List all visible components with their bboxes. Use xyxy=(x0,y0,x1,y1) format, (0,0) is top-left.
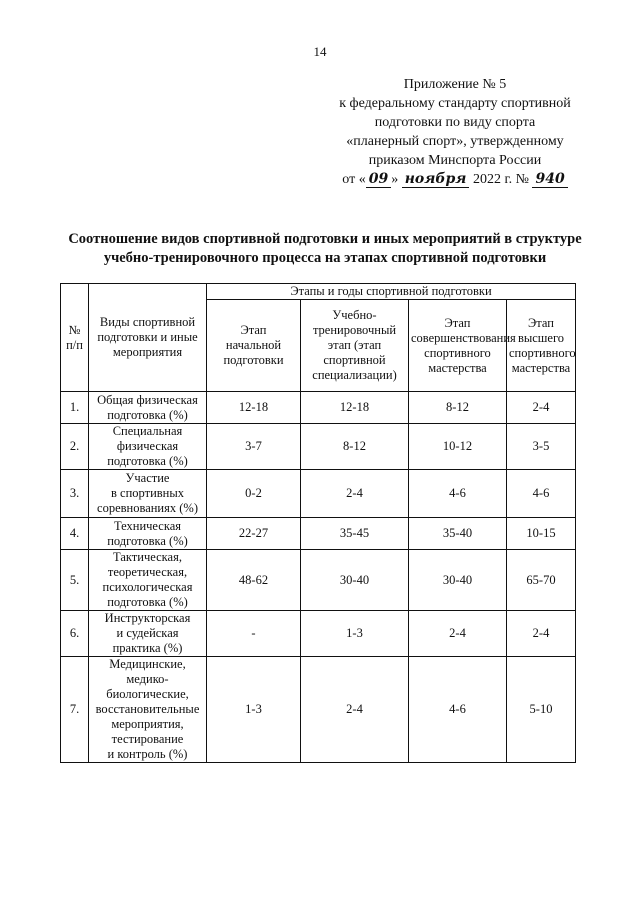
row-value-stage-1: - xyxy=(207,611,301,657)
row-value-stage-1: 12-18 xyxy=(207,392,301,424)
row-value-stage-1: 0-2 xyxy=(207,470,301,518)
row-value-stage-2: 12-18 xyxy=(301,392,409,424)
row-num: 7. xyxy=(61,657,89,763)
row-value-stage-4: 10-15 xyxy=(507,518,576,550)
header-stage-1: Этап начальной подготовки xyxy=(207,300,301,392)
header-stages-group: Этапы и годы спортивной подготовки xyxy=(207,284,576,300)
row-value-stage-1: 48-62 xyxy=(207,550,301,611)
row-value-stage-1: 3-7 xyxy=(207,424,301,470)
appendix-line-5: приказом Минспорта России xyxy=(368,153,542,168)
appendix-line-4: «планерный спорт», утвержденному xyxy=(346,134,564,149)
row-name: Специальная физическая подготовка (%) xyxy=(89,424,207,470)
row-num: 5. xyxy=(61,550,89,611)
row-name: Участие в спортивных соревнованиях (%) xyxy=(89,470,207,518)
row-value-stage-4: 5-10 xyxy=(507,657,576,763)
row-value-stage-3: 10-12 xyxy=(409,424,507,470)
row-name: Тактическая, теоретическая, психологическая подготовка (%) xyxy=(89,550,207,611)
date-prefix: от « xyxy=(342,172,366,187)
title-line-2: учебно-тренировочного процесса на этапах спортивной подготовки xyxy=(103,250,547,266)
document-title xyxy=(55,230,595,268)
order-number: 940 xyxy=(532,171,567,188)
row-value-stage-4: 3-5 xyxy=(507,424,576,470)
row-value-stage-3: 4-6 xyxy=(409,470,507,518)
row-value-stage-3: 30-40 xyxy=(409,550,507,611)
training-ratio-table xyxy=(60,283,576,763)
row-num: 1. xyxy=(61,392,89,424)
table-row xyxy=(61,424,576,470)
table-row xyxy=(61,657,576,763)
row-name: Инструкторская и судейская практика (%) xyxy=(89,611,207,657)
appendix-line-1: Приложение № 5 xyxy=(403,77,507,92)
table-row xyxy=(61,392,576,424)
row-value-stage-3: 35-40 xyxy=(409,518,507,550)
appendix-line-3: подготовки по виду спорта xyxy=(374,115,536,130)
row-value-stage-4: 2-4 xyxy=(507,392,576,424)
date-month: ноября xyxy=(402,171,470,188)
row-num: 4. xyxy=(61,518,89,550)
header-num: № п/п xyxy=(61,284,89,392)
row-value-stage-3: 8-12 xyxy=(409,392,507,424)
row-name: Техническая подготовка (%) xyxy=(89,518,207,550)
header-stage-4: Этап высшего спортивного мастерства xyxy=(507,300,576,392)
row-value-stage-3: 4-6 xyxy=(409,657,507,763)
title-line-1: Соотношение видов спортивной подготовки и иных мероприятий в структуре xyxy=(68,231,582,247)
row-value-stage-2: 2-4 xyxy=(301,470,409,518)
appendix-date-line xyxy=(310,170,600,189)
date-mid: » xyxy=(391,172,399,187)
row-num: 6. xyxy=(61,611,89,657)
page-number: 14 xyxy=(313,44,327,59)
date-day: 09 xyxy=(366,171,391,188)
table-row xyxy=(61,611,576,657)
date-year: 2022 г. № xyxy=(472,172,529,187)
row-value-stage-4: 65-70 xyxy=(507,550,576,611)
row-value-stage-1: 1-3 xyxy=(207,657,301,763)
header-stage-2: Учебно- тренировочный этап (этап спортивной специализации) xyxy=(301,300,409,392)
row-value-stage-3: 2-4 xyxy=(409,611,507,657)
row-value-stage-2: 8-12 xyxy=(301,424,409,470)
row-value-stage-2: 30-40 xyxy=(301,550,409,611)
appendix-block xyxy=(310,75,600,189)
row-name: Медицинские, медико- биологические, восстановительные мероприятия, тестирование и контроль (%) xyxy=(89,657,207,763)
row-num: 3. xyxy=(61,470,89,518)
header-stage-3: Этап совершенствования спортивного мастерства xyxy=(409,300,507,392)
row-value-stage-1: 22-27 xyxy=(207,518,301,550)
row-value-stage-4: 4-6 xyxy=(507,470,576,518)
table-row xyxy=(61,470,576,518)
header-kind: Виды спортивной подготовки и иные мероприятия xyxy=(89,284,207,392)
row-value-stage-4: 2-4 xyxy=(507,611,576,657)
row-num: 2. xyxy=(61,424,89,470)
row-value-stage-2: 35-45 xyxy=(301,518,409,550)
table-row xyxy=(61,550,576,611)
row-value-stage-2: 2-4 xyxy=(301,657,409,763)
table-row xyxy=(61,518,576,550)
appendix-line-2: к федеральному стандарту спортивной xyxy=(339,96,571,111)
row-value-stage-2: 1-3 xyxy=(301,611,409,657)
row-name: Общая физическая подготовка (%) xyxy=(89,392,207,424)
table-header-row xyxy=(61,284,576,300)
